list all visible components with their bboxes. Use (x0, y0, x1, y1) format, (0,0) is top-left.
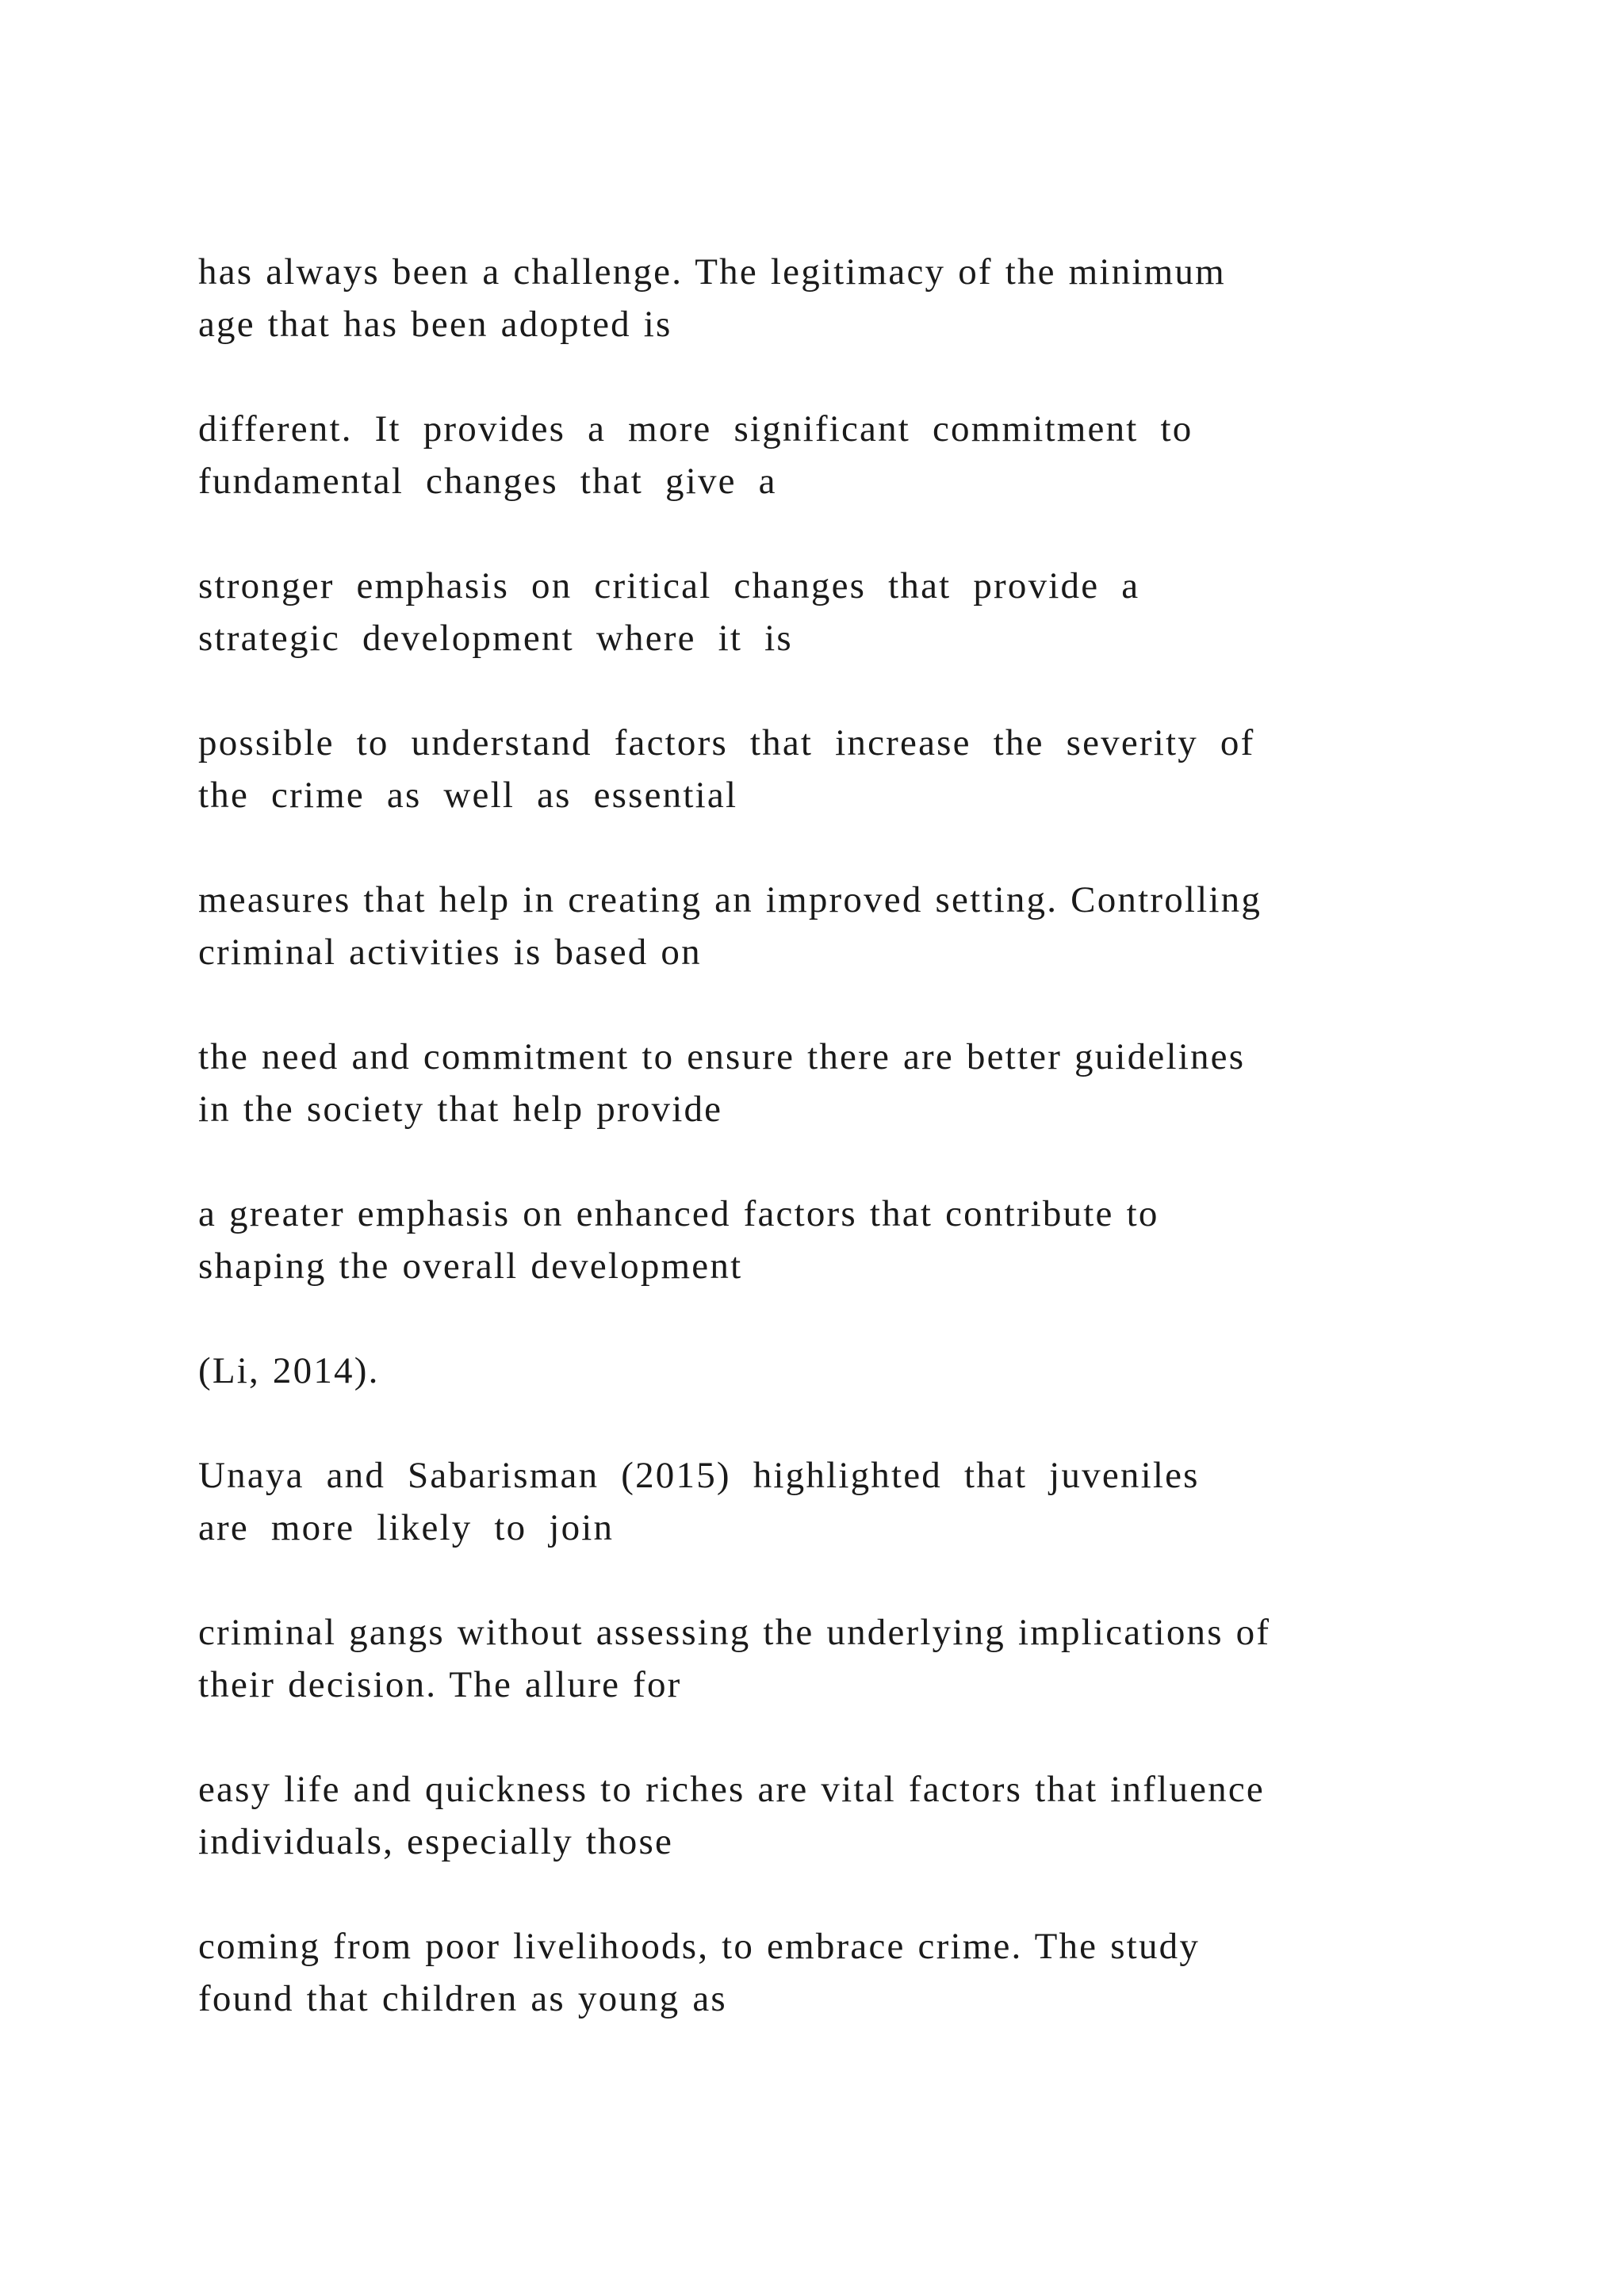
paragraph-3 (198, 560, 1435, 664)
text-line: criminal activities is based on (198, 932, 702, 973)
citation-paragraph (198, 1345, 1435, 1397)
paragraph-7 (198, 1188, 1435, 1292)
paragraph-12 (198, 1920, 1435, 2025)
text-line: found that children as young as (198, 1978, 727, 2019)
text-line: coming from poor livelihoods, to embrace crime. The study (198, 1926, 1201, 1967)
text-line: criminal gangs without assessing the underlying implications of (198, 1612, 1271, 1653)
paragraph-1 (198, 246, 1435, 350)
text-line: different. It provides a more significant commitment to (198, 408, 1193, 450)
text-line: a greater emphasis on enhanced factors that contribute to (198, 1193, 1159, 1234)
text-line: fundamental changes that give a (198, 461, 777, 502)
text-line: measures that help in creating an improved setting. Controlling (198, 879, 1262, 920)
paragraph-5 (198, 874, 1435, 978)
text-line: possible to understand factors that increase the severity of (198, 722, 1255, 763)
text-line: Unaya and Sabarisman (2015) highlighted that juveniles (198, 1455, 1200, 1496)
text-line: stronger emphasis on critical changes that provide a (198, 565, 1140, 607)
text-line: in the society that help provide (198, 1089, 723, 1130)
text-line: shaping the overall development (198, 1246, 743, 1287)
text-line: (Li, 2014). (198, 1350, 380, 1391)
text-line: are more likely to join (198, 1507, 615, 1548)
text-line: the crime as well as essential (198, 775, 738, 816)
text-line: their decision. The allure for (198, 1664, 682, 1705)
paragraph-6 (198, 1031, 1435, 1135)
text-line: strategic development where it is (198, 618, 793, 659)
paragraph-9 (198, 1449, 1435, 1554)
text-line: the need and commitment to ensure there are better guidelines (198, 1036, 1246, 1077)
paragraph-2 (198, 403, 1435, 507)
text-line: individuals, especially those (198, 1821, 674, 1862)
document-body (198, 246, 1435, 2077)
text-line: has always been a challenge. The legitimacy of the minimum (198, 251, 1226, 293)
text-line: easy life and quickness to riches are vital factors that influence (198, 1769, 1265, 1810)
paragraph-4 (198, 717, 1435, 821)
paragraph-10 (198, 1606, 1435, 1711)
paragraph-11 (198, 1763, 1435, 1868)
text-line: age that has been adopted is (198, 304, 672, 345)
